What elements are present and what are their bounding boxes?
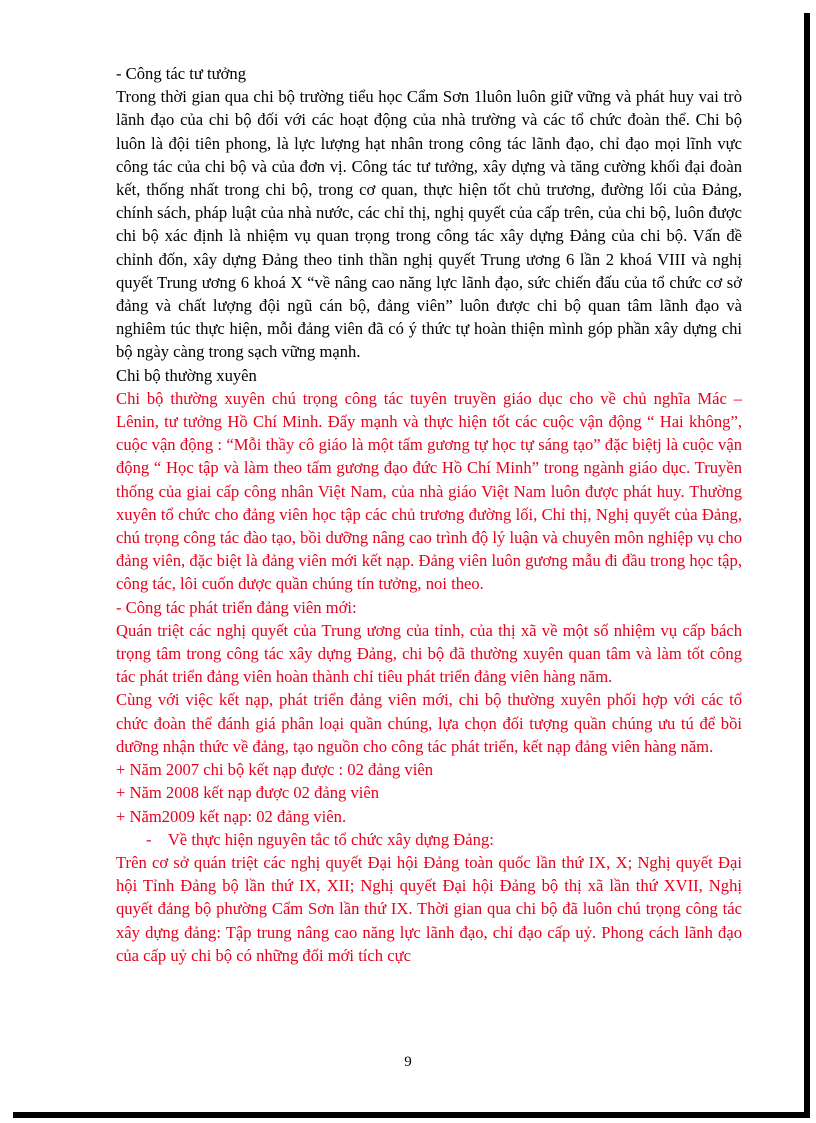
paragraph-ideology: Trong thời gian qua chi bộ trường tiểu học Cẩm Sơn 1luôn luôn giữ vững và phát huy vai trò lãnh đạo của chi bộ đối với các hoạt động của nhà trường và các tổ chức đoàn thể. Chi bộ luôn là đội tiên phong, là lực lượng hạt nhân trong công tác lãnh đạo, chỉ đạo mọi lĩnh vực công tác của chi bộ và của đơn vị. Công tác tư tưởng, xây dựng và tăng cường khối đại đoàn kết, thống nhất trong chi bộ, trong cơ quan, thực hiện tốt chủ trương, đường lối của Đảng, chính sách, pháp luật của nhà nước, các chỉ thị, nghị quyết của cấp trên, của chi bộ, luôn được chi bộ xác định là nhiệm vụ quan trọng trong công tác xây dựng Đảng của chi bộ. Vấn đề chỉnh đốn, xây dựng Đảng theo tinh thần nghị quyết Trung ương 6 lần 2 khoá VIII và nghị quyết Trung ương 6 khoá X “về nâng cao năng lực lãnh đạo, sức chiến đấu của tổ chức cơ sở đảng và chất lượng đội ngũ cán bộ, đảng viên” luôn được chi bộ quan tâm lãnh đạo và nghiêm túc thực hiện, mỗi đảng viên đã có ý thức tự hoàn thiện mình góp phần xây dựng chi bộ ngày càng trong sạch vững mạnh. — [116, 87, 742, 362]
paragraph-resolutions: Quán triệt các nghị quyết của Trung ương của tỉnh, của thị xã về một số nhiệm vụ cấp bách trọng tâm trong công tác xây dựng Đảng, chi bộ đã thường xuyên quan tâm và làm tốt công tác phát triển đảng viên hoàn thành chỉ tiêu phát triển đảng viên hàng năm. — [116, 620, 742, 687]
list-item-2008: + Năm 2008 kết nạp được 02 đảng viên — [116, 783, 380, 803]
page-border-right — [804, 13, 810, 1118]
page-body — [116, 62, 742, 967]
heading-regular: Chi bộ thường xuyên — [116, 365, 257, 385]
heading-organization-principles: - Về thực hiện nguyên tắc tổ chức xây dựng Đảng: — [146, 829, 494, 849]
page-border-bottom — [13, 1112, 810, 1118]
heading-member-development: - Công tác phát triển đảng viên mới: — [116, 597, 357, 617]
page-number: 9 — [404, 1054, 412, 1070]
list-item-2007: + Năm 2007 chi bộ kết nạp được : 02 đảng viên — [116, 760, 433, 780]
paragraph-admission: Cùng với việc kết nạp, phát triển đảng viên mới, chi bộ thường xuyên phối hợp với các tổ chức đoàn thể đánh giá phân loại quần chúng, lựa chọn đối tượng quần chúng ưu tú để bồi dưỡng nhận thức về đảng, tạo nguồn cho công tác phát triển, kết nạp đảng viên hàng năm. — [116, 690, 742, 756]
paragraph-propaganda: Chi bộ thường xuyên chú trọng công tác tuyên truyền giáo dục cho về chủ nghĩa Mác – Lênin, tư tưởng Hồ Chí Minh. Đẩy mạnh và thực hiện tốt các cuộc vận động “ Hai không”, cuộc vận động : “Mỗi thầy cô giáo là một tấm gương tự học tự sáng tạo” đặc biệtj là cuộc vận động “ Học tập và làm theo tấm gương đạo đức Hồ Chí Minh” trong ngành giáo dục. Truyền thống của giai cấp công nhân Việt Nam, của nhà giáo Việt Nam luôn được phát huy. Thường xuyên tổ chức cho đảng viên học tập các chủ trương đường lối, Chỉ thị, Nghị quyết của Đảng, chú trọng công tác đào tạo, bồi dưỡng nâng cao trình độ lý luận và chuyên môn nghiệp vụ cho đảng viên, đặc biệt là đảng viên mới kết nạp. Đảng viên luôn gương mẫu đi đầu trong học tập, công tác, lôi cuốn được quần chúng tín tưởng, noi theo. — [116, 388, 742, 594]
paragraph-party-building: Trên cơ sở quán triệt các nghị quyết Đại hội Đảng toàn quốc lần thứ IX, X; Nghị quyết Đại hội Tỉnh Đảng bộ lần thứ IX, XII; Nghị quyết Đại hội Đảng bộ thị xã lần thứ XVII, Nghị quyết đảng bộ phường Cẩm Sơn lần thứ IX. Thời gian qua chi bộ đã luôn chú trọng công tác xây dựng đảng: Tập trung nâng cao năng lực lãnh đạo, chỉ đạo cấp uỷ. Phong cách lãnh đạo của cấp uỷ chi bộ có những đổi mới tích cực — [116, 852, 742, 965]
heading-ideology-work: - Công tác tư tưởng — [116, 64, 246, 83]
list-item-2009: + Năm2009 kết nạp: 02 đảng viên. — [116, 806, 347, 826]
